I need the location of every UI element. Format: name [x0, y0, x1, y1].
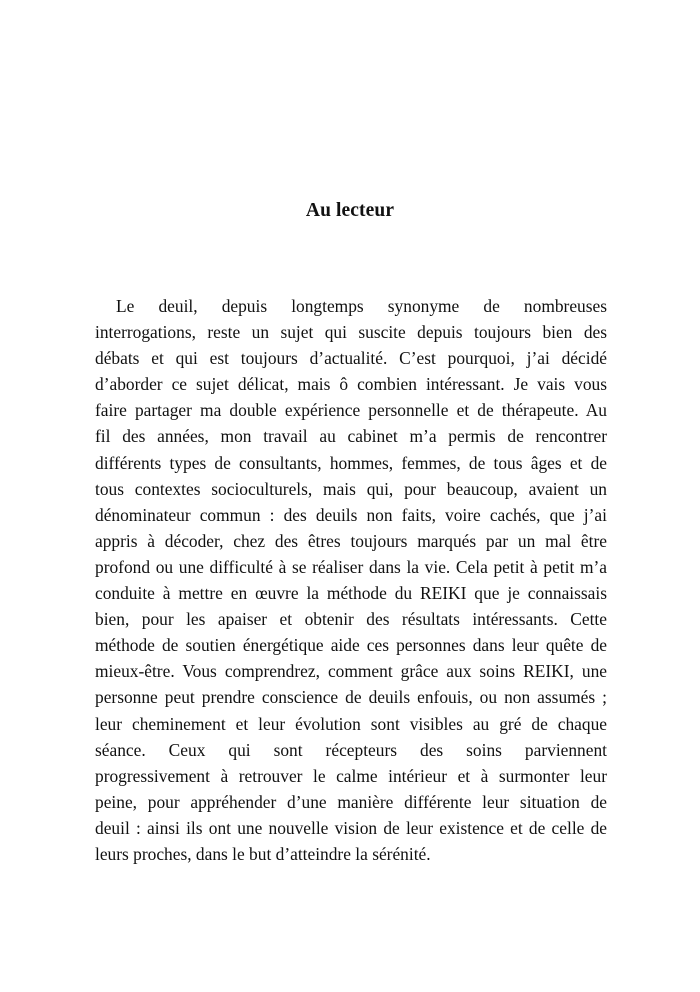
- paragraph-line: tous contextes socioculturels, mais qui, pour beaucoup, avaient un: [95, 478, 607, 499]
- paragraph-line: conduite à mettre en œuvre la méthode du REIKI que je connaissais: [95, 583, 607, 604]
- paragraph-line: Le deuil, depuis longtemps synonyme de nombreuses: [116, 296, 607, 316]
- paragraph-line: bien, pour les apaiser et obtenir des résultats intéressants. Cette: [95, 609, 607, 630]
- body-paragraph: [95, 293, 607, 867]
- paragraph-line: profond ou une difficulté à se réaliser dans la vie. Cela petit à petit m’a: [95, 556, 607, 577]
- paragraph-line: appris à décoder, chez des êtres toujours marqués par un mal être: [95, 530, 607, 551]
- paragraph-line: d’aborder ce sujet délicat, mais ô combien intéressant. Je vais vous: [95, 374, 607, 395]
- paragraph-line: différents types de consultants, hommes, femmes, de tous âges et de: [95, 452, 607, 473]
- paragraph-line: mieux-être. Vous comprendrez, comment grâce aux soins REIKI, une: [95, 661, 607, 682]
- paragraph-line: leurs proches, dans le but d’atteindre la sérénité.: [95, 843, 431, 864]
- paragraph-line: séance. Ceux qui sont récepteurs des soins parviennent: [95, 739, 607, 760]
- paragraph-line: progressivement à retrouver le calme intérieur et à surmonter leur: [95, 765, 607, 786]
- paragraph-line: fil des années, mon travail au cabinet m’a permis de rencontrer: [95, 426, 607, 447]
- paragraph-line: personne peut prendre conscience de deuils enfouis, ou non assumés ;: [95, 687, 607, 708]
- paragraph-line: dénominateur commun : des deuils non faits, voire cachés, que j’ai: [95, 504, 607, 525]
- paragraph-line: peine, pour appréhender d’une manière différente leur situation de: [95, 791, 607, 812]
- page-title: Au lecteur: [305, 200, 395, 221]
- paragraph-line: méthode de soutien énergétique aide ces personnes dans leur quête de: [95, 635, 607, 656]
- paragraph-line: deuil : ainsi ils ont une nouvelle vision de leur existence et de celle de: [95, 817, 607, 838]
- paragraph-line: interrogations, reste un sujet qui suscite depuis toujours bien des: [95, 322, 607, 343]
- paragraph-line: leur cheminement et leur évolution sont visibles au gré de chaque: [95, 713, 607, 734]
- paragraph-line: débats et qui est toujours d’actualité. C’est pourquoi, j’ai décidé: [95, 348, 607, 369]
- paragraph-line: faire partager ma double expérience personnelle et de thérapeute. Au: [95, 400, 607, 421]
